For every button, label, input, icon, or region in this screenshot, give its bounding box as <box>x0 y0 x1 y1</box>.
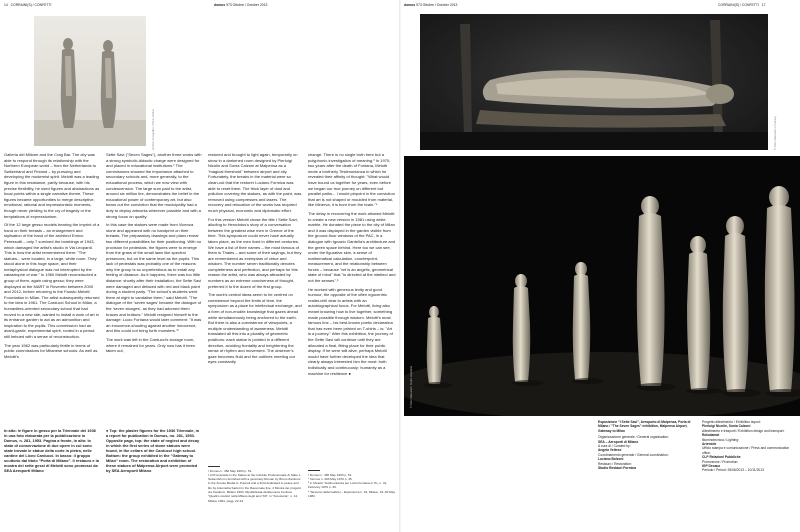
lighting-label: Illuminotecnica / Lighting: <box>702 437 740 442</box>
period-value: 26/06/2013 – 10/11/2013 <box>727 468 764 473</box>
project-value: Pierluigi Nicolin, Sonia Calzoni <box>702 424 751 429</box>
footnotes-left-text: ¹ Domus n. 450 May 1963 p. 51. ² A Promenade in the Statue at the Institute Professionale di Stato L. Settembrini is furnished with a genuinely Roman by Bruno Zamboni in the Scuola Media G. Pascoli and a third dedicated to peace and life by Antonietta Sartori in the Ravennate line, 2 Mostra dei progetti, via Carducci, Milano 1994. Ripubblicata da Eleonora Centura "Quattro scultori nella Milano degli anni '60", in "Fotostoria", n. 14, Milano 1994, pagg. 22-24 <box>208 468 302 503</box>
footnote-rule <box>208 466 220 467</box>
footnotes-left <box>208 466 302 504</box>
seven-sages-illustration <box>404 156 800 416</box>
lighting-value: Artemide <box>702 442 717 447</box>
caption-english <box>106 428 202 476</box>
text-column-2 <box>106 152 202 357</box>
press-value: CLP Relazioni Pubbliche <box>702 455 741 460</box>
header-left <box>4 3 51 8</box>
footnote-rule-2 <box>308 470 320 471</box>
magazine-name-left: domus <box>214 3 226 7</box>
col3-paragraph-1: restored and brought to light again, temporarily on show in a darkened room designed by Pierluigi Nicolin and Sonia Calzoni at Malpensa as a "magical threshold" between airport and city. Fortunately, the breaks in the material were so clean-cut that the restorer Luciano Formica was able to reset them. The thick layer of dust and pollution covering the statues, as with the paint, was removed using compresses and lasers. The recovery and relocation of the works has required much physical, economic and diplomatic effort. <box>208 152 302 213</box>
col2-paragraph-3: The work was left in the Carducci's storage room, where it remained for years. Only now has it been taken out, <box>106 337 196 354</box>
issue-right: 973 Ottobre / October 2013 <box>416 3 458 7</box>
section-title-right: CORRAINI(S) / CONFETTI <box>718 3 759 7</box>
project-label: Progetto allestimento / Exhibition layout: <box>702 420 761 424</box>
section-title-left: CORRAINI(S) / CONFETTI <box>10 3 52 7</box>
magazine-name-right: domus <box>404 3 416 7</box>
footnotes-right <box>308 470 396 499</box>
credits-column-1 <box>598 420 698 470</box>
org-label: Organizzazione generale / General organisation: <box>598 435 669 440</box>
col1-paragraph-1: Galleria del Milione and the Crag Bar. The city was able to respond through its relationship with the Northern European world – from the Netherlands to Switzerland and Finland – by pursuing and developing the modernist spirit. Melotti was a leading figure in this resistance, partly because, with his precise flexibility, he used figures and abstractions as focal points within a single narrative theme. These figures became opportunities to merge descriptive, emotional, rational and impressionistic moments, though never yielding to the cry of tragedy or the temptations of expressionism. <box>4 152 100 219</box>
press-label: Ufficio stampa e comunicazione / Press and communication office: <box>702 446 790 455</box>
page-number-left: 14 <box>4 3 8 7</box>
caption-en-text: ● Top: the plaster figures for the 1936 Triennale, in a report for publication in Domus, no. 281, 1953. Opposite page, top: the state of neglect and decay in which the first series of stone statues were found, in the cellars of the Carducci high school. Bottom: the group exhibited in the "Gateway to Milan" room. The restoration and exhibition of these statues of Malpensa Airport were promoted by SEA Aeroporti Milano <box>106 428 200 473</box>
credits-title: Esposizione "I Sette Savi", Aeroporto di Malpensa, Porta di Milano / "The Seven Sages" exhibition, Malpensa Airport, Gateway to Milan <box>598 420 691 433</box>
transport-label: Allestimento e trasporti / Exhibition design and transport: <box>702 428 785 433</box>
restorer-label: Restauro / Restoration: <box>598 461 632 466</box>
period-label: Periodo / Period: <box>702 468 727 473</box>
damaged-statues-illustration <box>420 14 768 150</box>
coord-value: Luciano Bolzoni <box>598 457 624 462</box>
col4-paragraph-1: change. There is no single truth here but a polyphonic investigation of meaning.³ In 1970, two years after the death of Fontana, Melotti wrote a brotherly Testimonianza in which he revealed their affinity of thought: "What would have bound us together for years, even before we began our true journey on different but parallel paths... I would pinpoint in the conviction that art is not shaped or moulded from material, like Minerva, it is born from the brain."⁴ <box>308 152 395 208</box>
promo-label: Promozione / Promotion: <box>702 459 739 464</box>
transport-value: Rotodamat <box>702 433 720 438</box>
photo-credit-top: © Piero Mascaretti / Courtesy <box>774 116 777 150</box>
restorer-value: Studio Restauri Formica <box>598 466 637 471</box>
plaster-figures-photo <box>34 16 146 146</box>
header-right <box>718 3 765 8</box>
damaged-statues-photo <box>420 14 768 150</box>
text-column-4 <box>308 152 396 379</box>
photo-credit-main: © Piero Mascaretti, Studio Hopeland <box>410 366 413 408</box>
col4-paragraph-3: He worked with generous levity and good humour, the opposite of the often egocentric realist-chill dear to artists with an autobiographical focus. For Melotti, living also meant knowing how to live together, something made possible through wisdom. Melotti's most famous line – his best-known poetic declaration that has even been printed on T-shirts – is: "Art is a journey." After this exhibition, the journey of the Sette Savi will continue until they are allocated a final, fitting place for their public display. If he were still alive, perhaps Melotti would have further developed the idea that clearly always interested him the most: both holistically and continuously: humanity as a machine for resilience ● <box>308 286 394 376</box>
page-number-right: 17 <box>761 3 766 7</box>
caption-it-text: In alto: le figure in gesso per la Triennale del 1936 in una foto elaborata per la pubblicazione in Domus, n. 281, 1953. Pagina a fronte, in alto: lo stato di conservazione di due opere in cui sono state trovate le statue della corte in pietra, nelle cantine del Liceo Carducci. In basso: il gruppo scultorio dal titolo "Porta di Milano". Il restauro e la mostra dei sette gessi di Melotti sono promossi da SEA Aeroporti Milano <box>4 428 99 473</box>
col2-paragraph-2: In this case the statues were made from Vicenza stone and appeared with no handprint on their breasts. The preparatory drawings and plans reveal two different possibilities for their positioning. With no provision for pedestals, the figures were to emerge from the grass of the small lawn like spectral presences, but on the same level as the pupils. This lack of pedestals was probably one of the reasons why the group is so unpretentious as to entail any feeling of distance. As it happens, there was too little distance: shortly after their installation, the Sette Savi were damaged and defaced with red and black paint during a student party. "The school's students went there at night to vandalise them," said Melotti. "The dialogue of the 'seven sages' became the dialogue of the 'seven stooges', as they had adorned them braces and buttons." Melotti resigned himself to the damage: Lucio Fontana would later comment: "It was an innocence-shouting against another innocence, and this could not bring forth monsters."² <box>106 222 202 334</box>
header-left-mag <box>214 3 267 8</box>
footnotes-right-text: ³ Domus n. 450 May 1963 p. 51. ⁴ Domus n. 493 May 1970 p. 35. ⁵ F. Melotti, Testimonianza per Lucio Fontana in Hs, n. 31, February 1970 p. 36. ⁶ Taccuino della Gabriel – Esperienza n. 64, Milano, 15–30 May 1984 <box>308 472 396 498</box>
curator-value: Angela Vettese <box>598 448 622 453</box>
col1-paragraph-2: Of the 12 large gesso models bearing the imprint of a hand on their breasts – an enlargement and stylisation of the hand of the architect Enrico Peressutti – only 7 survived the bombings of 1943, which damaged the artist's studio in Via Leopardi. This is how the artist remembered them: "The statues... were located, in a large, white room. They stood alone in this huge space, and their metaphysical dialogue was not interrupted by the catastrophe of war." In 1960 Melotti reconstructed a group of them, again using gesso; they were displayed at the MART in Rovereto between 2000 and 2012, before returning to the Fausto Melotti Foundation in Milan. The artist subsequently returned to the idea in 1961. The Carducci School in Milan, a humanities-oriented secondary school that had moved to a new site, wanted to install a work of art in its entrance garden to act as an admonition and inspiration to the pupils. This commission had an avant-garde, experimental spirit, rooted in a period still imbued with a sense of reconstruction. <box>4 222 100 339</box>
promo-value: IGP Decaux <box>702 464 721 469</box>
text-column-1 <box>4 152 100 362</box>
exhibition-photo <box>404 156 800 416</box>
plaster-figures-illustration <box>34 16 146 146</box>
col2-paragraph-1: Sette Savi ("Seven Sages"), another three works with a strong symbolic-didactic charge were designed for and placed in educational institutions.¹ The commissions showed the importance attached to secondary schools and, more generally, to the educational process, which we now view with condescension. The large sum paid to the artist, around six million lire, demonstrates the belief in the educational power of contemporary art, but also bears out the conviction that the municipality had a duty to deploy artworks wherever possible and with a strong focus on quality. <box>106 152 202 219</box>
col3-paragraph-2: For this version Melotti chose the title I Sette Savi, alluding to Herodotus's story of a conversation between the greatest wise men in Greece of the time. This symposium could never have actually taken place, as the men lived in different centuries. We have a list of their names – the most famous of them is Thales – and some of their sayings, but they are remembered as exemplars of virtue and wisdom. The number seven traditionally denotes completeness and perfection, and perhaps for this reason the artist, who was always attracted by numbers as an extreme conciseness of thought, preferred it to the dozen of the first group. <box>208 216 302 289</box>
page-gutter <box>399 0 401 532</box>
curator-label: A cura di / Curated by: <box>598 444 631 449</box>
text-column-3 <box>208 152 302 368</box>
col3-paragraph-3: The work's central ideas seem to be centred on coexistence beyond the limits of time, the symposium as a place for intellectual exchange, and a form of non-erudite knowledge that gazes ahead while simultaneously being anchored to the earth. But there is also a coexistence of viewpoints, a multiple understanding of awareness. Melotti translated all this into a plurality of geometric positions: each statue is pointed in a different direction, avoiding frontality and heightening the sense of rhythm and movement. The observer's gaze becomes fluid and the outlines meeting our eyes constantly <box>208 292 302 365</box>
col1-paragraph-3: The year 1962 was particularly fertile in terms of public commissions for Milanese schools. As well as Melotti's <box>4 342 98 359</box>
col4-paragraph-2: The delay in recovering the work allowed Melotti to create a new version in 1981 using white marble. He donated the piece to the city of Milan and it was displayed in the garden visible from the ground-floor windows of the PAC, in a dialogue with Ignazio Gardella's architecture and the green space behind. Here too we can see, under the figurative skin, a sense of mathematical calculation, counterpoint, measurement, and the relationship between forces – because "art is an angelic, geometrical state of mind" that "is directed at the intellect and not the senses".⁵ <box>308 210 396 284</box>
org-value: SEA – Aeroporti di Milano <box>598 439 639 444</box>
caption-italian <box>4 428 100 476</box>
coord-label: Coordinamento generale / General coordination: <box>598 452 669 457</box>
issue-left: 973 Ottobre / October 2013 <box>226 3 268 7</box>
photo-credit-left: Archivio Fotografico / Photo archive <box>152 109 155 150</box>
credits-column-2 <box>702 420 796 473</box>
header-right-mag <box>404 3 457 8</box>
